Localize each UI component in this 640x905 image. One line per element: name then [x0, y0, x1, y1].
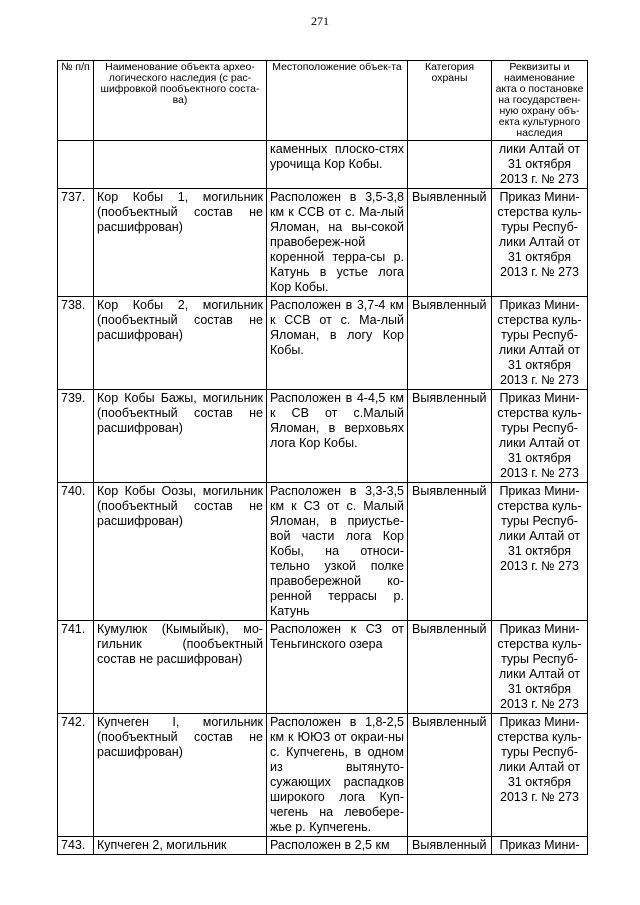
cell-num: 738. [58, 297, 94, 390]
cell-name: Кор Кобы 1, могильник (пообъектный состав не расшифрован) [94, 189, 267, 297]
cell-name: Кор Кобы Оозы, могильник (пообъектный состав не расшифрован) [94, 483, 267, 621]
cell-name [94, 141, 267, 189]
table-row [58, 189, 588, 297]
cell-num: 742. [58, 714, 94, 837]
header-num: № п/п [58, 61, 94, 141]
header-category: Категория охраны [408, 61, 492, 141]
cell-location: Расположен в 1,8-2,5 км к ЮЮЗ от окраи-ны с. Купчегень, в одном из вытянуто-сужающих распадков широкого лога Куп-чегень на левобере-жье р. Купчегень. [267, 714, 408, 837]
table-row [58, 390, 588, 483]
cell-location: каменных плоско-стях урочища Кор Кобы. [267, 141, 408, 189]
cell-location: Расположен в 3,3-3,5 км к СЗ от с. Малый Яломан, в приустье-вой части лога Кор Кобы, на относи-тельно узкой полке правобережной ко-ренной террасы р. Катунь [267, 483, 408, 621]
cell-name: Купчеген 2, могильник [94, 837, 267, 855]
cell-category: Выявленный [408, 714, 492, 837]
cell-location: Расположен в 3,7-4 км к ССВ от с. Ма-лый Яломан, в логу Кор Кобы. [267, 297, 408, 390]
cell-requisites: Приказ Мини-стерства куль-туры Респуб-лики Алтай от 31 октября 2013 г. № 273 [492, 483, 588, 621]
table-row [58, 714, 588, 837]
table-header-row [58, 61, 588, 141]
heritage-table [57, 60, 588, 855]
cell-location: Расположен к СЗ от Теньгинского озера [267, 621, 408, 714]
cell-requisites: Приказ Мини-стерства куль-туры Респуб-лики Алтай от 31 октября 2013 г. № 273 [492, 621, 588, 714]
page-number: 271 [311, 14, 329, 28]
cell-requisites: Приказ Мини-стерства куль-туры Респуб-лики Алтай от 31 октября 2013 г. № 273 [492, 189, 588, 297]
table-row [58, 837, 588, 855]
cell-requisites: лики Алтай от 31 октября 2013 г. № 273 [492, 141, 588, 189]
cell-category [408, 141, 492, 189]
table-row [58, 621, 588, 714]
cell-category: Выявленный [408, 297, 492, 390]
cell-requisites: Приказ Мини- [492, 837, 588, 855]
table-row [58, 297, 588, 390]
cell-requisites: Приказ Мини-стерства куль-туры Респуб-лики Алтай от 31 октября 2013 г. № 273 [492, 297, 588, 390]
cell-location: Расположен в 4-4,5 км к СВ от с.Малый Яломан, в верховьях лога Кор Кобы. [267, 390, 408, 483]
table-body [58, 141, 588, 855]
table-row [58, 483, 588, 621]
cell-category: Выявленный [408, 189, 492, 297]
cell-category: Выявленный [408, 390, 492, 483]
cell-name: Кумулюк (Кымыйык), мо-гильник (пообъектный состав не расшифрован) [94, 621, 267, 714]
cell-num: 737. [58, 189, 94, 297]
cell-category: Выявленный [408, 837, 492, 855]
header-location: Местоположение объек-та [267, 61, 408, 141]
cell-num [58, 141, 94, 189]
cell-name: Кор Кобы 2, могильник (пообъектный состав не расшифрован) [94, 297, 267, 390]
cell-category: Выявленный [408, 621, 492, 714]
table-row [58, 141, 588, 189]
cell-location: Расположен в 2,5 км [267, 837, 408, 855]
cell-name: Купчеген I, могильник (пообъектный состав не расшифрован) [94, 714, 267, 837]
cell-requisites: Приказ Мини-стерства куль-туры Респуб-лики Алтай от 31 октября 2013 г. № 273 [492, 714, 588, 837]
cell-location: Расположен в 3,5-3,8 км к ССВ от с. Ма-лый Яломан, на вы-сокой правобереж-ной коренной терра-сы р. Катунь в устье лога Кор Кобы. [267, 189, 408, 297]
cell-num: 740. [58, 483, 94, 621]
cell-category: Выявленный [408, 483, 492, 621]
cell-num: 743. [58, 837, 94, 855]
header-name: Наименование объекта архео-логического наследия (с рас-шифровкой пообъектного соста-ва) [94, 61, 267, 141]
cell-requisites: Приказ Мини-стерства куль-туры Респуб-лики Алтай от 31 октября 2013 г. № 273 [492, 390, 588, 483]
cell-num: 741. [58, 621, 94, 714]
header-requisites: Реквизиты и наименование акта о постановке на государствен-ную охрану объ-екта культурного наследия [492, 61, 588, 141]
cell-name: Кор Кобы Бажы, могильник (пообъектный состав не расшифрован) [94, 390, 267, 483]
cell-num: 739. [58, 390, 94, 483]
